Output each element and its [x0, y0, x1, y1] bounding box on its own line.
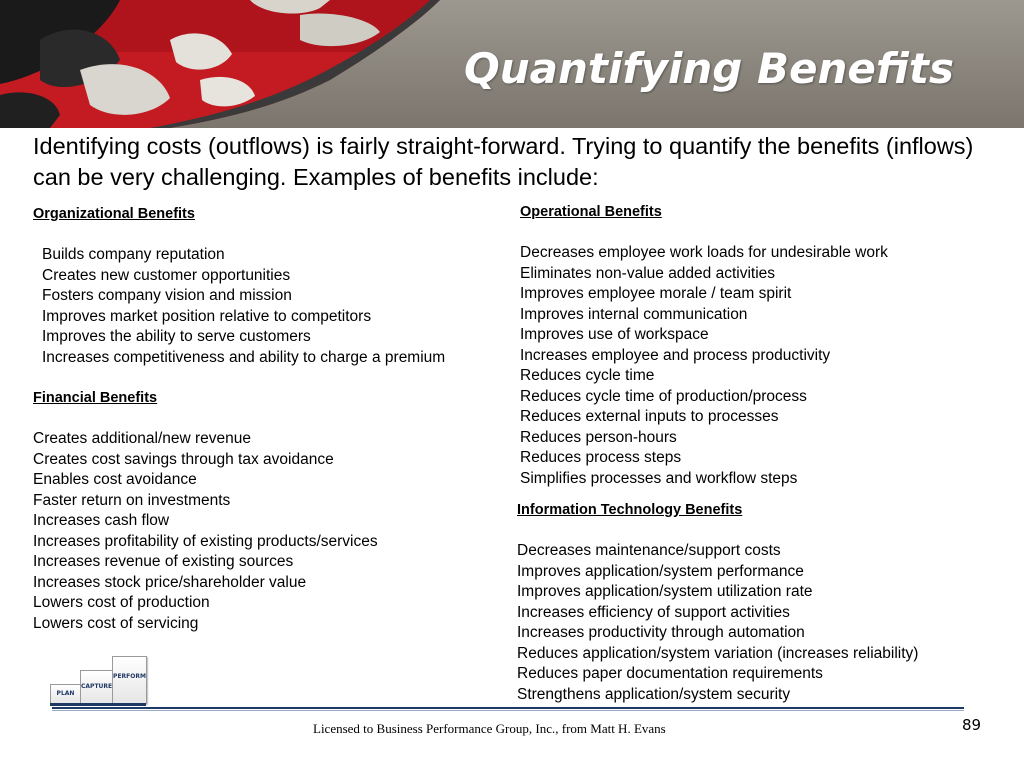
list-item: Increases competitiveness and ability to charge a premium — [42, 348, 446, 366]
it-heading: Information Technology Benefits — [517, 502, 743, 518]
list-item: Fosters company vision and mission — [42, 287, 292, 304]
list-item: Improves the ability to serve customers — [42, 328, 311, 345]
list-item: Creates additional/new revenue — [33, 430, 251, 447]
intro-text: Identifying costs (outflows) is fairly straight-forward. Trying to quantify the benefits (inflows) can be very challenging. Examples of benefits include: — [33, 133, 974, 190]
list-item: Creates cost savings through tax avoidance — [33, 450, 334, 468]
list-item: Improves use of workspace — [520, 326, 709, 343]
organizational-benefits — [33, 204, 445, 368]
list-item: Increases profitability of existing products/services — [33, 532, 378, 550]
list-item: Increases stock price/shareholder value — [33, 573, 307, 591]
list-item: Eliminates non-value added activities — [520, 264, 776, 282]
list-item: Improves application/system performance — [517, 562, 804, 580]
page-title: Quantifying Benefits — [464, 44, 954, 93]
financial-heading: Financial Benefits — [33, 390, 158, 406]
list-item: Enables cost avoidance — [33, 471, 197, 488]
operational-heading: Operational Benefits — [520, 204, 662, 220]
list-item: Reduces application/system variation (increases reliability) — [517, 644, 919, 662]
list-item: Decreases maintenance/support costs — [517, 542, 781, 559]
list-item: Improves application/system utilization rate — [517, 583, 813, 600]
list-item: Reduces cycle time of production/process — [520, 387, 807, 405]
operational-benefits — [520, 202, 888, 489]
plan-capture-perform-logo — [50, 656, 146, 706]
list-item: Decreases employee work loads for undesirable work — [520, 244, 888, 261]
organizational-heading: Organizational Benefits — [33, 206, 195, 222]
list-item: Reduces cycle time — [520, 367, 655, 384]
list-item: Increases productivity through automation — [517, 624, 805, 641]
list-item: Simplifies processes and workflow steps — [520, 469, 798, 487]
list-item: Improves employee morale / team spirit — [520, 285, 792, 302]
list-item: Reduces process steps — [520, 449, 682, 466]
list-item: Improves internal communication — [520, 305, 748, 323]
financial-benefits — [33, 388, 378, 634]
list-item: Increases efficiency of support activities — [517, 603, 790, 621]
license-text: Licensed to Business Performance Group, Inc., from Matt H. Evans — [313, 721, 666, 736]
logo-step-perform: PERFORM — [112, 656, 147, 704]
list-item: Creates new customer opportunities — [42, 266, 291, 284]
list-item: Improves market position relative to competitors — [42, 307, 372, 325]
list-item: Strengthens application/system security — [517, 685, 791, 703]
title-banner — [0, 0, 1024, 128]
list-item: Builds company reputation — [42, 246, 225, 263]
logo-step-capture: CAPTURE — [80, 670, 113, 704]
list-item: Increases employee and process productivity — [520, 346, 831, 364]
list-item: Lowers cost of servicing — [33, 614, 199, 632]
list-item: Faster return on investments — [33, 491, 231, 509]
list-item: Lowers cost of production — [33, 594, 210, 611]
it-benefits — [517, 500, 918, 705]
list-item: Reduces paper documentation requirements — [517, 665, 823, 682]
page-number: 89 — [962, 716, 982, 734]
logo-step-plan: PLAN — [50, 684, 81, 704]
list-item: Reduces person-hours — [520, 428, 677, 446]
footer-divider — [52, 707, 964, 709]
list-item: Reduces external inputs to processes — [520, 408, 779, 425]
list-item: Increases revenue of existing sources — [33, 553, 294, 570]
list-item: Increases cash flow — [33, 512, 170, 529]
